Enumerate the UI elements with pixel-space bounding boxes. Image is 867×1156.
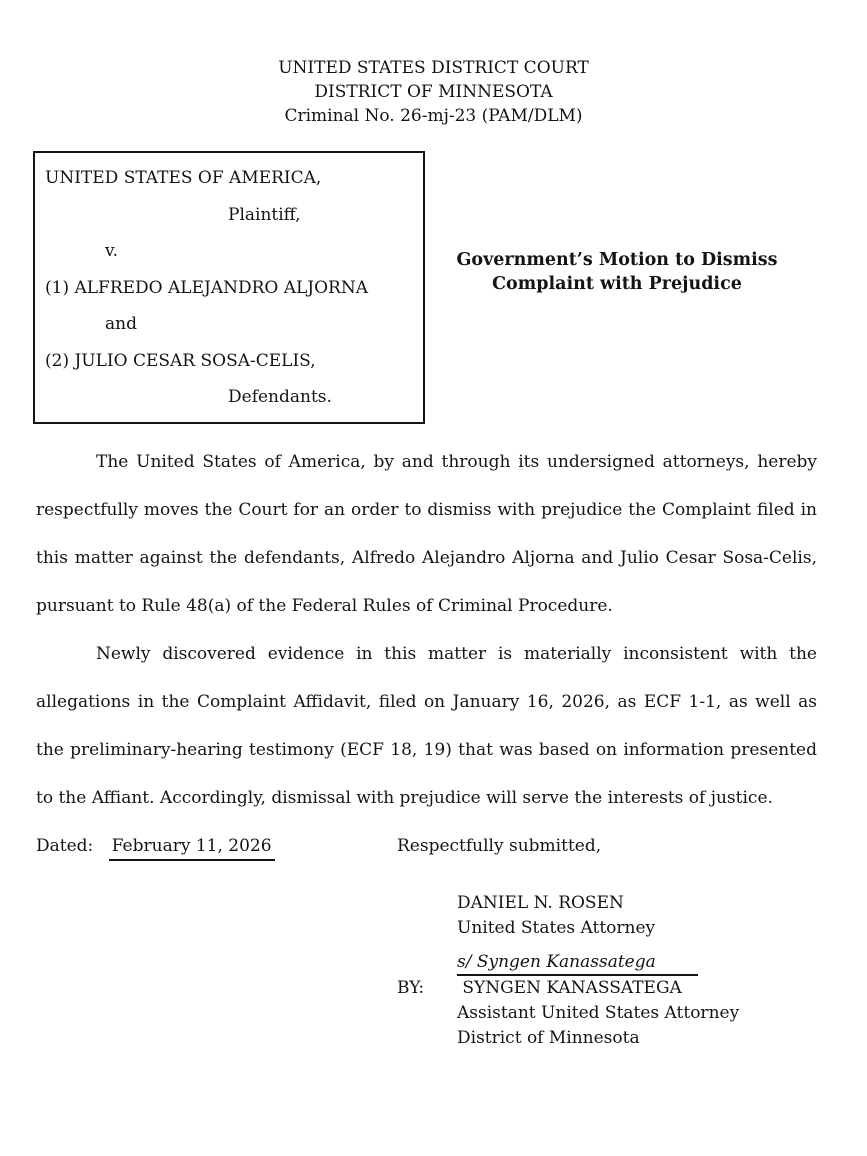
signature-line-row — [457, 950, 867, 976]
plaintiff-label: Plaintiff, — [228, 204, 301, 225]
defendant-2-name: (2) JULIO CESAR SOSA-CELIS, — [45, 350, 316, 371]
dated-date: February 11, 2026 — [109, 833, 275, 861]
by-label: BY: — [397, 977, 425, 998]
ausa-title: Assistant United States Attorney — [457, 1002, 740, 1023]
case-caption-box — [33, 151, 425, 424]
by-row — [397, 976, 867, 1001]
plaintiff-name: UNITED STATES OF AMERICA, — [45, 168, 322, 188]
document-header — [0, 0, 867, 128]
electronic-signature: s/ Syngen Kanassatega — [457, 951, 698, 976]
us-attorney-name: DANIEL N. ROSEN — [457, 892, 624, 913]
caption-row — [33, 151, 817, 424]
dated-label: Dated: — [36, 835, 94, 856]
signature-block — [397, 891, 867, 1051]
ausa-district: District of Minnesota — [457, 1027, 640, 1048]
district-name: DISTRICT OF MINNESOTA — [314, 82, 553, 102]
us-attorney-title: United States Attorney — [457, 917, 656, 938]
conjunction-label: and — [105, 314, 137, 334]
document-body — [36, 438, 817, 822]
body-paragraph-1: The United States of America, by and through its undersigned attorneys, hereby respectfully moves the Court for an order to dismiss with prejudice the Complaint filed in this matter against the defendants, Alfredo Alejandro Aljorna and Julio Cesar Sosa-Celis, pursuant to Rule 48(a) of the Federal Rules of Criminal Procedure. — [36, 451, 817, 616]
defendant-1-name: (1) ALFREDO ALEJANDRO ALJORNA — [45, 277, 369, 298]
body-paragraph-2: Newly discovered evidence in this matter is materially inconsistent with the allegations in the Complaint Affidavit, filed on January 16, 2026, as ECF 1-1, as well as the preliminary-hearing testimony (ECF 18, 19) that was based on information presented to the Affiant. Accordingly, dismissal with prejudice will serve the interests of justice. — [36, 643, 817, 808]
court-name: UNITED STATES DISTRICT COURT — [278, 58, 589, 78]
dated-row — [36, 822, 817, 870]
motion-title: Government’s Motion to Dismiss Complaint with Prejudice — [456, 249, 778, 295]
motion-title-column — [425, 151, 817, 424]
ausa-name: SYNGEN KANASSATEGA — [462, 977, 682, 998]
defendants-label: Defendants. — [228, 387, 332, 407]
case-number: Criminal No. 26-mj-23 (PAM/DLM) — [284, 106, 583, 126]
versus-label: v. — [105, 241, 118, 261]
respectfully-submitted: Respectfully submitted, — [397, 835, 602, 856]
